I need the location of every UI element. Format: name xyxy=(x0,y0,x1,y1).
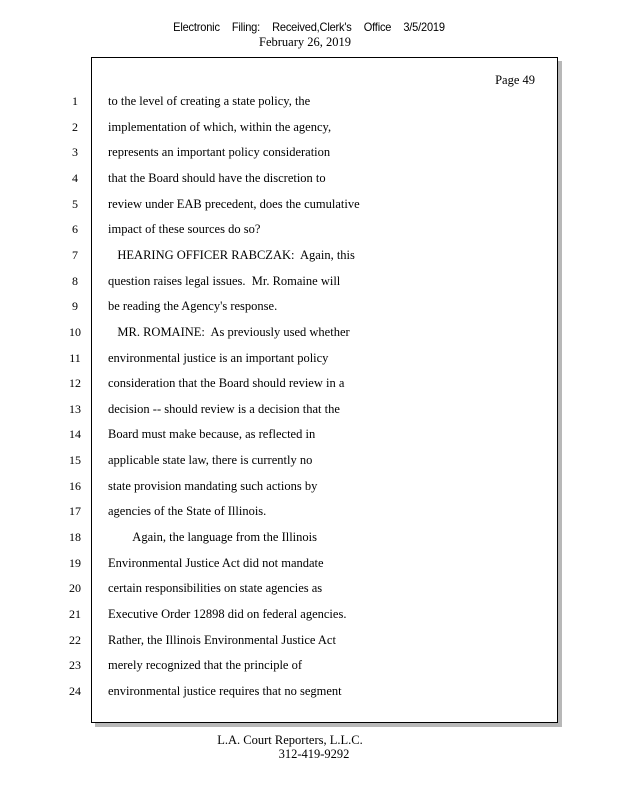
line-number: 9 xyxy=(72,299,78,314)
line-number: 8 xyxy=(72,273,78,288)
reporter-company: L.A. Court Reporters, L.L.C. xyxy=(217,733,363,747)
transcript-line: be reading the Agency's response. xyxy=(108,299,278,314)
transcript-line: Board must make because, as reflected in xyxy=(108,427,316,442)
line-number: 22 xyxy=(69,632,81,647)
transcript-line: Rather, the Illinois Environmental Justice Act xyxy=(108,632,336,647)
line-number: 13 xyxy=(69,401,81,416)
transcript-line: applicable state law, there is currently no xyxy=(108,453,313,468)
line-number: 17 xyxy=(69,504,81,519)
line-number: 4 xyxy=(72,170,78,185)
line-number: 6 xyxy=(72,222,78,237)
line-number: 11 xyxy=(69,350,81,365)
line-number: 3 xyxy=(72,145,78,160)
transcript-line: impact of these sources do so? xyxy=(108,222,261,237)
line-number: 5 xyxy=(72,196,78,211)
hearing-date: February 26, 2019 xyxy=(259,35,351,49)
line-number: 15 xyxy=(69,453,81,468)
transcript-line: merely recognized that the principle of xyxy=(108,658,303,673)
transcript-line: environmental justice is an important policy xyxy=(108,350,329,365)
transcript-line: certain responsibilities on state agencies as xyxy=(108,581,323,596)
transcript-line: implementation of which, within the agency, xyxy=(108,119,332,134)
line-number: 19 xyxy=(69,555,81,570)
transcript-line: HEARING OFFICER RABCZAK: Again, this xyxy=(108,247,355,262)
transcript-line: Executive Order 12898 did on federal agencies. xyxy=(108,607,347,621)
line-number: 18 xyxy=(69,530,81,545)
transcript-line: consideration that the Board should review in a xyxy=(108,376,345,391)
line-number: 24 xyxy=(69,683,81,698)
line-number: 21 xyxy=(69,607,81,621)
transcript-line: decision -- should review is a decision that the xyxy=(108,401,340,416)
line-number: 7 xyxy=(72,247,78,262)
line-number: 10 xyxy=(69,324,81,339)
transcript-line: agencies of the State of Illinois. xyxy=(108,504,267,519)
transcript-line: state provision mandating such actions by xyxy=(108,478,318,493)
transcript-line: MR. ROMAINE: As previously used whether xyxy=(108,324,350,339)
line-number: 14 xyxy=(69,427,81,442)
transcript-line: review under EAB precedent, does the cumulative xyxy=(108,196,360,211)
transcript-line: Environmental Justice Act did not mandate xyxy=(108,555,324,570)
filing-stamp: Electronic Filing: Received,Clerk's Office 3/5/2019 xyxy=(173,20,445,34)
line-number: 16 xyxy=(69,478,81,493)
line-number: 20 xyxy=(69,581,81,596)
transcript-line: Again, the language from the Illinois xyxy=(108,530,317,545)
transcript-line: represents an important policy consideration xyxy=(108,145,331,160)
transcript-line: question raises legal issues. Mr. Romaine will xyxy=(108,273,341,288)
line-number: 1 xyxy=(72,94,78,108)
transcript-line: that the Board should have the discretion to xyxy=(108,170,326,185)
transcript-line: environmental justice requires that no segment xyxy=(108,683,342,698)
page-number: Page 49 xyxy=(495,73,535,87)
transcript-line: to the level of creating a state policy, the xyxy=(108,94,311,108)
reporter-phone: 312-419-9292 xyxy=(278,747,350,761)
line-number: 12 xyxy=(69,376,81,391)
line-number: 2 xyxy=(72,119,78,134)
line-number: 23 xyxy=(69,658,81,673)
